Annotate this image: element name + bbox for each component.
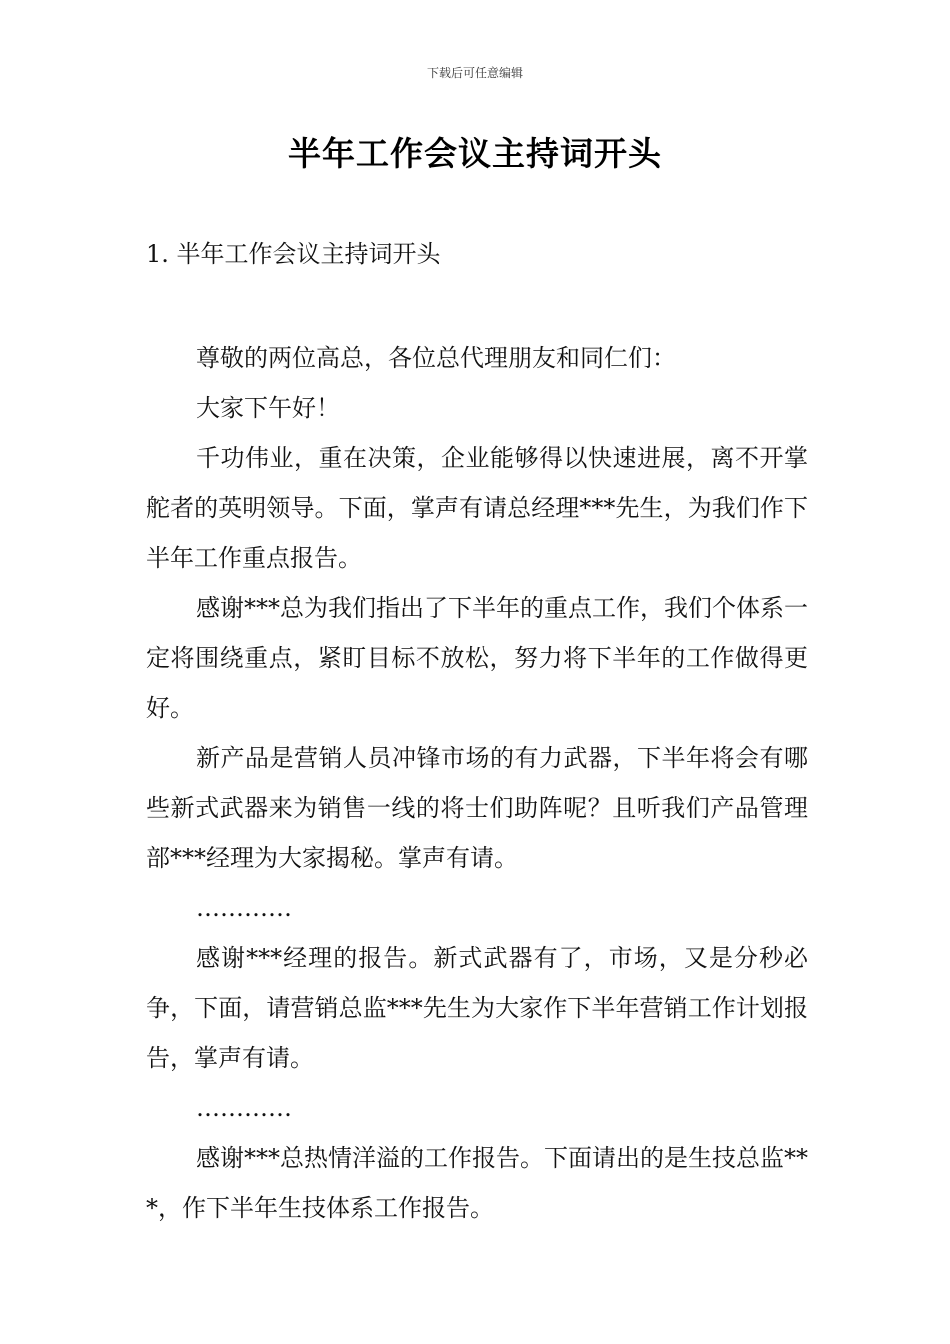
paragraph-salutation: 大家下午好！ [196, 394, 340, 422]
paragraph: 新产品是营销人员冲锋市场的有力武器，下半年将会有哪些新式武器来为销售一线的将士们助阵呢？且听我们产品管理部***经理为大家揭秘。掌声有请。 [146, 744, 808, 872]
paragraph: 感谢***总热情洋溢的工作报告。下面请出的是生技总监***，作下半年生技体系工作报告。 [146, 1144, 808, 1222]
document-body [146, 333, 808, 1233]
paragraph-greeting: 尊敬的两位高总，各位总代理朋友和同仁们： [196, 344, 676, 372]
section-heading: 1. 半年工作会议主持词开头 [146, 240, 441, 268]
ellipsis-line: ………… [196, 894, 292, 922]
ellipsis-line: ………… [196, 1094, 292, 1122]
page-header-note: 下载后可任意编辑 [426, 66, 523, 80]
paragraph: 千功伟业，重在决策，企业能够得以快速进展，离不开掌舵者的英明领导。下面，掌声有请总经理***先生，为我们作下半年工作重点报告。 [146, 444, 808, 572]
paragraph: 感谢***经理的报告。新式武器有了，市场，又是分秒必争，下面，请营销总监***先生为大家作下半年营销工作计划报告，掌声有请。 [146, 944, 808, 1072]
paragraph: 感谢***总为我们指出了下半年的重点工作，我们个体系一定将围绕重点，紧盯目标不放松，努力将下半年的工作做得更好。 [146, 594, 808, 722]
document-title: 半年工作会议主持词开头 [288, 134, 662, 173]
